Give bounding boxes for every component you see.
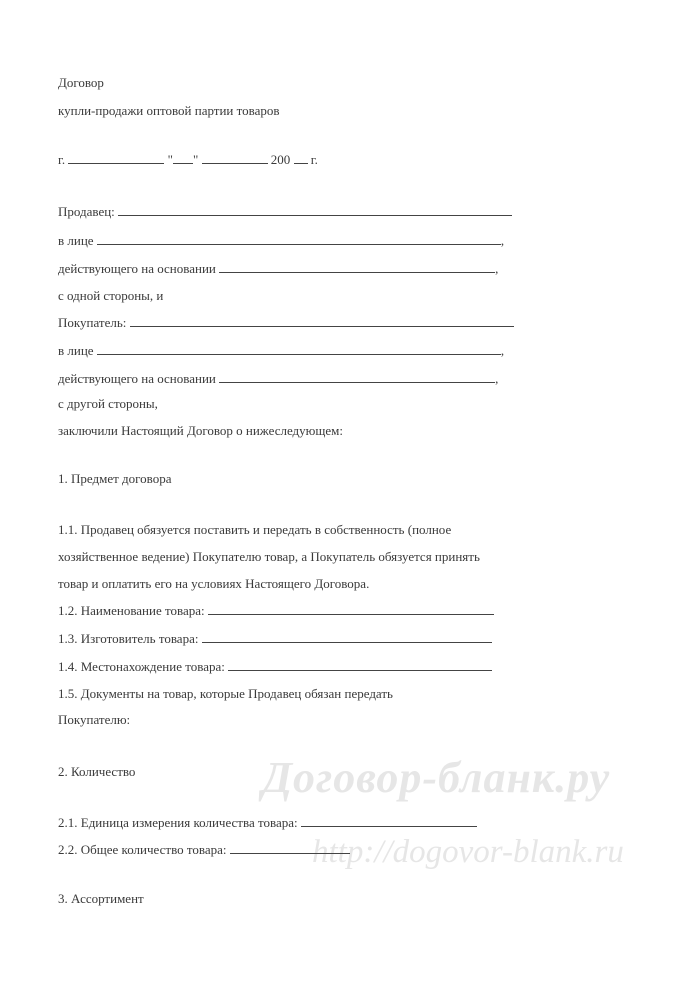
acting-basis-label: действующего на основании <box>58 371 216 386</box>
other-side-text: с другой стороны, <box>58 396 158 411</box>
seller-representative-line <box>58 232 504 249</box>
one-side-text: с одной стороны, и <box>58 288 164 303</box>
acting-basis-label: действующего на основании <box>58 261 216 276</box>
section2-heading: 2. Количество <box>58 764 136 779</box>
clause-2-2-label: 2.2. Общее количество товара: <box>58 842 227 857</box>
seller-representative-blank <box>97 232 501 245</box>
clause-1-5-line1: 1.5. Документы на товар, которые Продавец обязан передать <box>58 686 393 701</box>
clause-1-1-line2: хозяйственное ведение) Покупателю товар, а Покупатель обязуется принять <box>58 549 480 564</box>
clause-1-2-label: 1.2. Наименование товара: <box>58 603 205 618</box>
seller-line <box>58 203 512 220</box>
seller-label: Продавец: <box>58 204 115 219</box>
year-prefix: 200 <box>270 152 291 167</box>
clause-2-1-label: 2.1. Единица измерения количества товара: <box>58 815 298 830</box>
watermark-url: http://dogovor-blank.ru <box>312 834 624 870</box>
clause-1-3-label: 1.3. Изготовитель товара: <box>58 631 199 646</box>
buyer-line <box>58 314 514 331</box>
clause-2-1-line <box>58 814 477 831</box>
clause-1-5-line2: Покупателю: <box>58 712 131 727</box>
unit-blank <box>301 814 477 827</box>
clause-1-2-line <box>58 602 494 619</box>
watermark-title: Договор-бланк.ру <box>262 753 611 802</box>
total-quantity-blank <box>230 841 350 854</box>
year-blank <box>294 151 308 164</box>
clause-1-4-label: 1.4. Местонахождение товара: <box>58 659 225 674</box>
clause-2-2-line <box>58 841 350 858</box>
comma: , <box>500 233 505 248</box>
clause-1-3-line <box>58 630 492 647</box>
concluded-text: заключили Настоящий Договор о нижеследующем: <box>58 423 344 438</box>
manufacturer-blank <box>202 630 492 643</box>
section3-heading: 3. Ассортимент <box>58 891 144 906</box>
buyer-representative-blank <box>97 342 501 355</box>
clause-1-1-line1: 1.1. Продавец обязуется поставить и передать в собственность (полное <box>58 522 452 537</box>
date-line <box>58 151 318 168</box>
represented-by-label: в лице <box>58 233 94 248</box>
represented-by-label: в лице <box>58 343 94 358</box>
quote-close: " <box>192 152 199 167</box>
goods-location-blank <box>228 658 492 671</box>
buyer-representative-line <box>58 342 504 359</box>
comma: , <box>495 371 499 386</box>
comma: , <box>495 261 499 276</box>
year-suffix: г. <box>310 152 318 167</box>
seller-basis-blank <box>219 260 495 273</box>
seller-blank <box>118 203 512 216</box>
buyer-basis-line <box>58 370 498 387</box>
contract-title: Договор <box>58 75 104 90</box>
clause-1-1-line3: товар и оплатить его на условиях Настоящего Договора. <box>58 576 370 591</box>
city-blank <box>68 151 164 164</box>
month-blank <box>202 151 268 164</box>
seller-basis-line <box>58 260 498 277</box>
contract-subtitle: купли-продажи оптовой партии товаров <box>58 103 280 118</box>
city-prefix: г. <box>58 152 66 167</box>
quote-open: " <box>167 152 173 167</box>
clause-1-4-line <box>58 658 492 675</box>
buyer-label: Покупатель: <box>58 315 127 330</box>
buyer-basis-blank <box>219 370 495 383</box>
buyer-blank <box>130 314 514 327</box>
goods-name-blank <box>208 602 494 615</box>
comma: , <box>500 343 505 358</box>
day-blank <box>173 151 193 164</box>
section1-heading: 1. Предмет договора <box>58 471 172 486</box>
